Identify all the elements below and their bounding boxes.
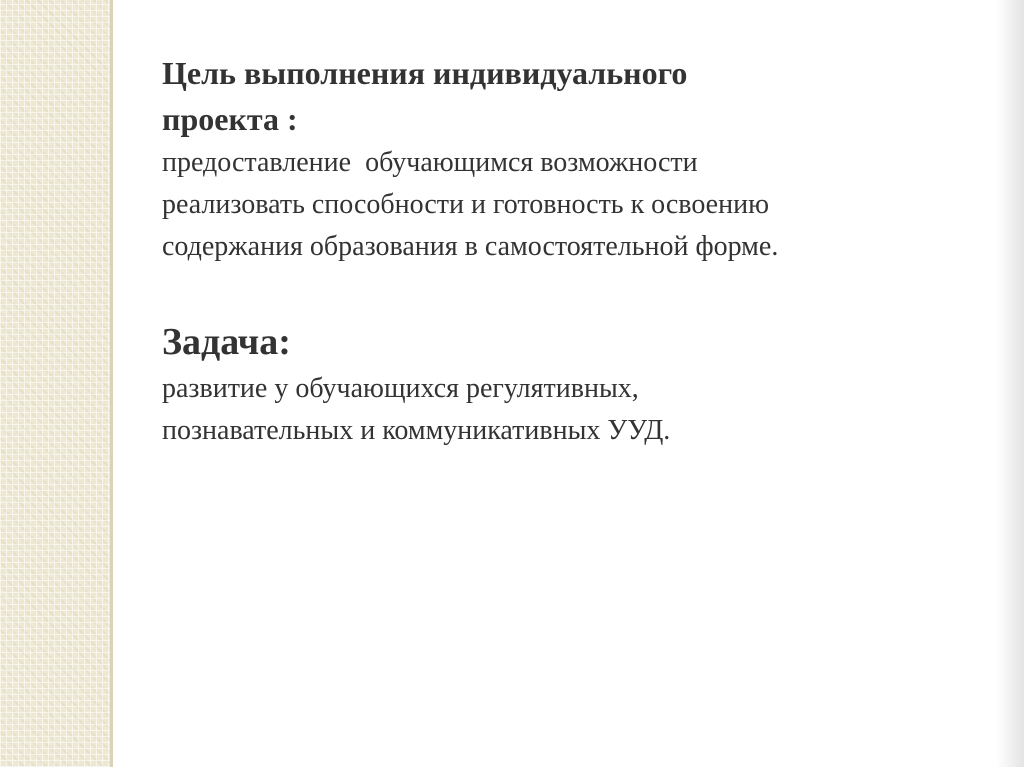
- task-text-line-1: развитие у обучающихся регулятивных,: [162, 373, 639, 404]
- section-spacer: [162, 268, 962, 316]
- page-edge-shadow: [996, 0, 1024, 767]
- goal-title-line-1: Цель выполнения индивидуального: [162, 55, 688, 91]
- slide-content: [162, 50, 962, 452]
- decorative-pattern-band: [0, 0, 110, 767]
- goal-text-line-2: реализовать способности и готовность к освоению: [162, 189, 769, 220]
- task-text-line-2: познавательных и коммуникативных УУД.: [162, 415, 671, 446]
- goal-text-line-1: предоставление обучающимся возможности: [162, 147, 698, 178]
- task-title: Задача:: [162, 321, 291, 363]
- goal-text-line-3: содержания образования в самостоятельной форме.: [162, 231, 779, 262]
- band-divider: [110, 0, 113, 767]
- goal-title-line-2: проекта :: [162, 101, 298, 137]
